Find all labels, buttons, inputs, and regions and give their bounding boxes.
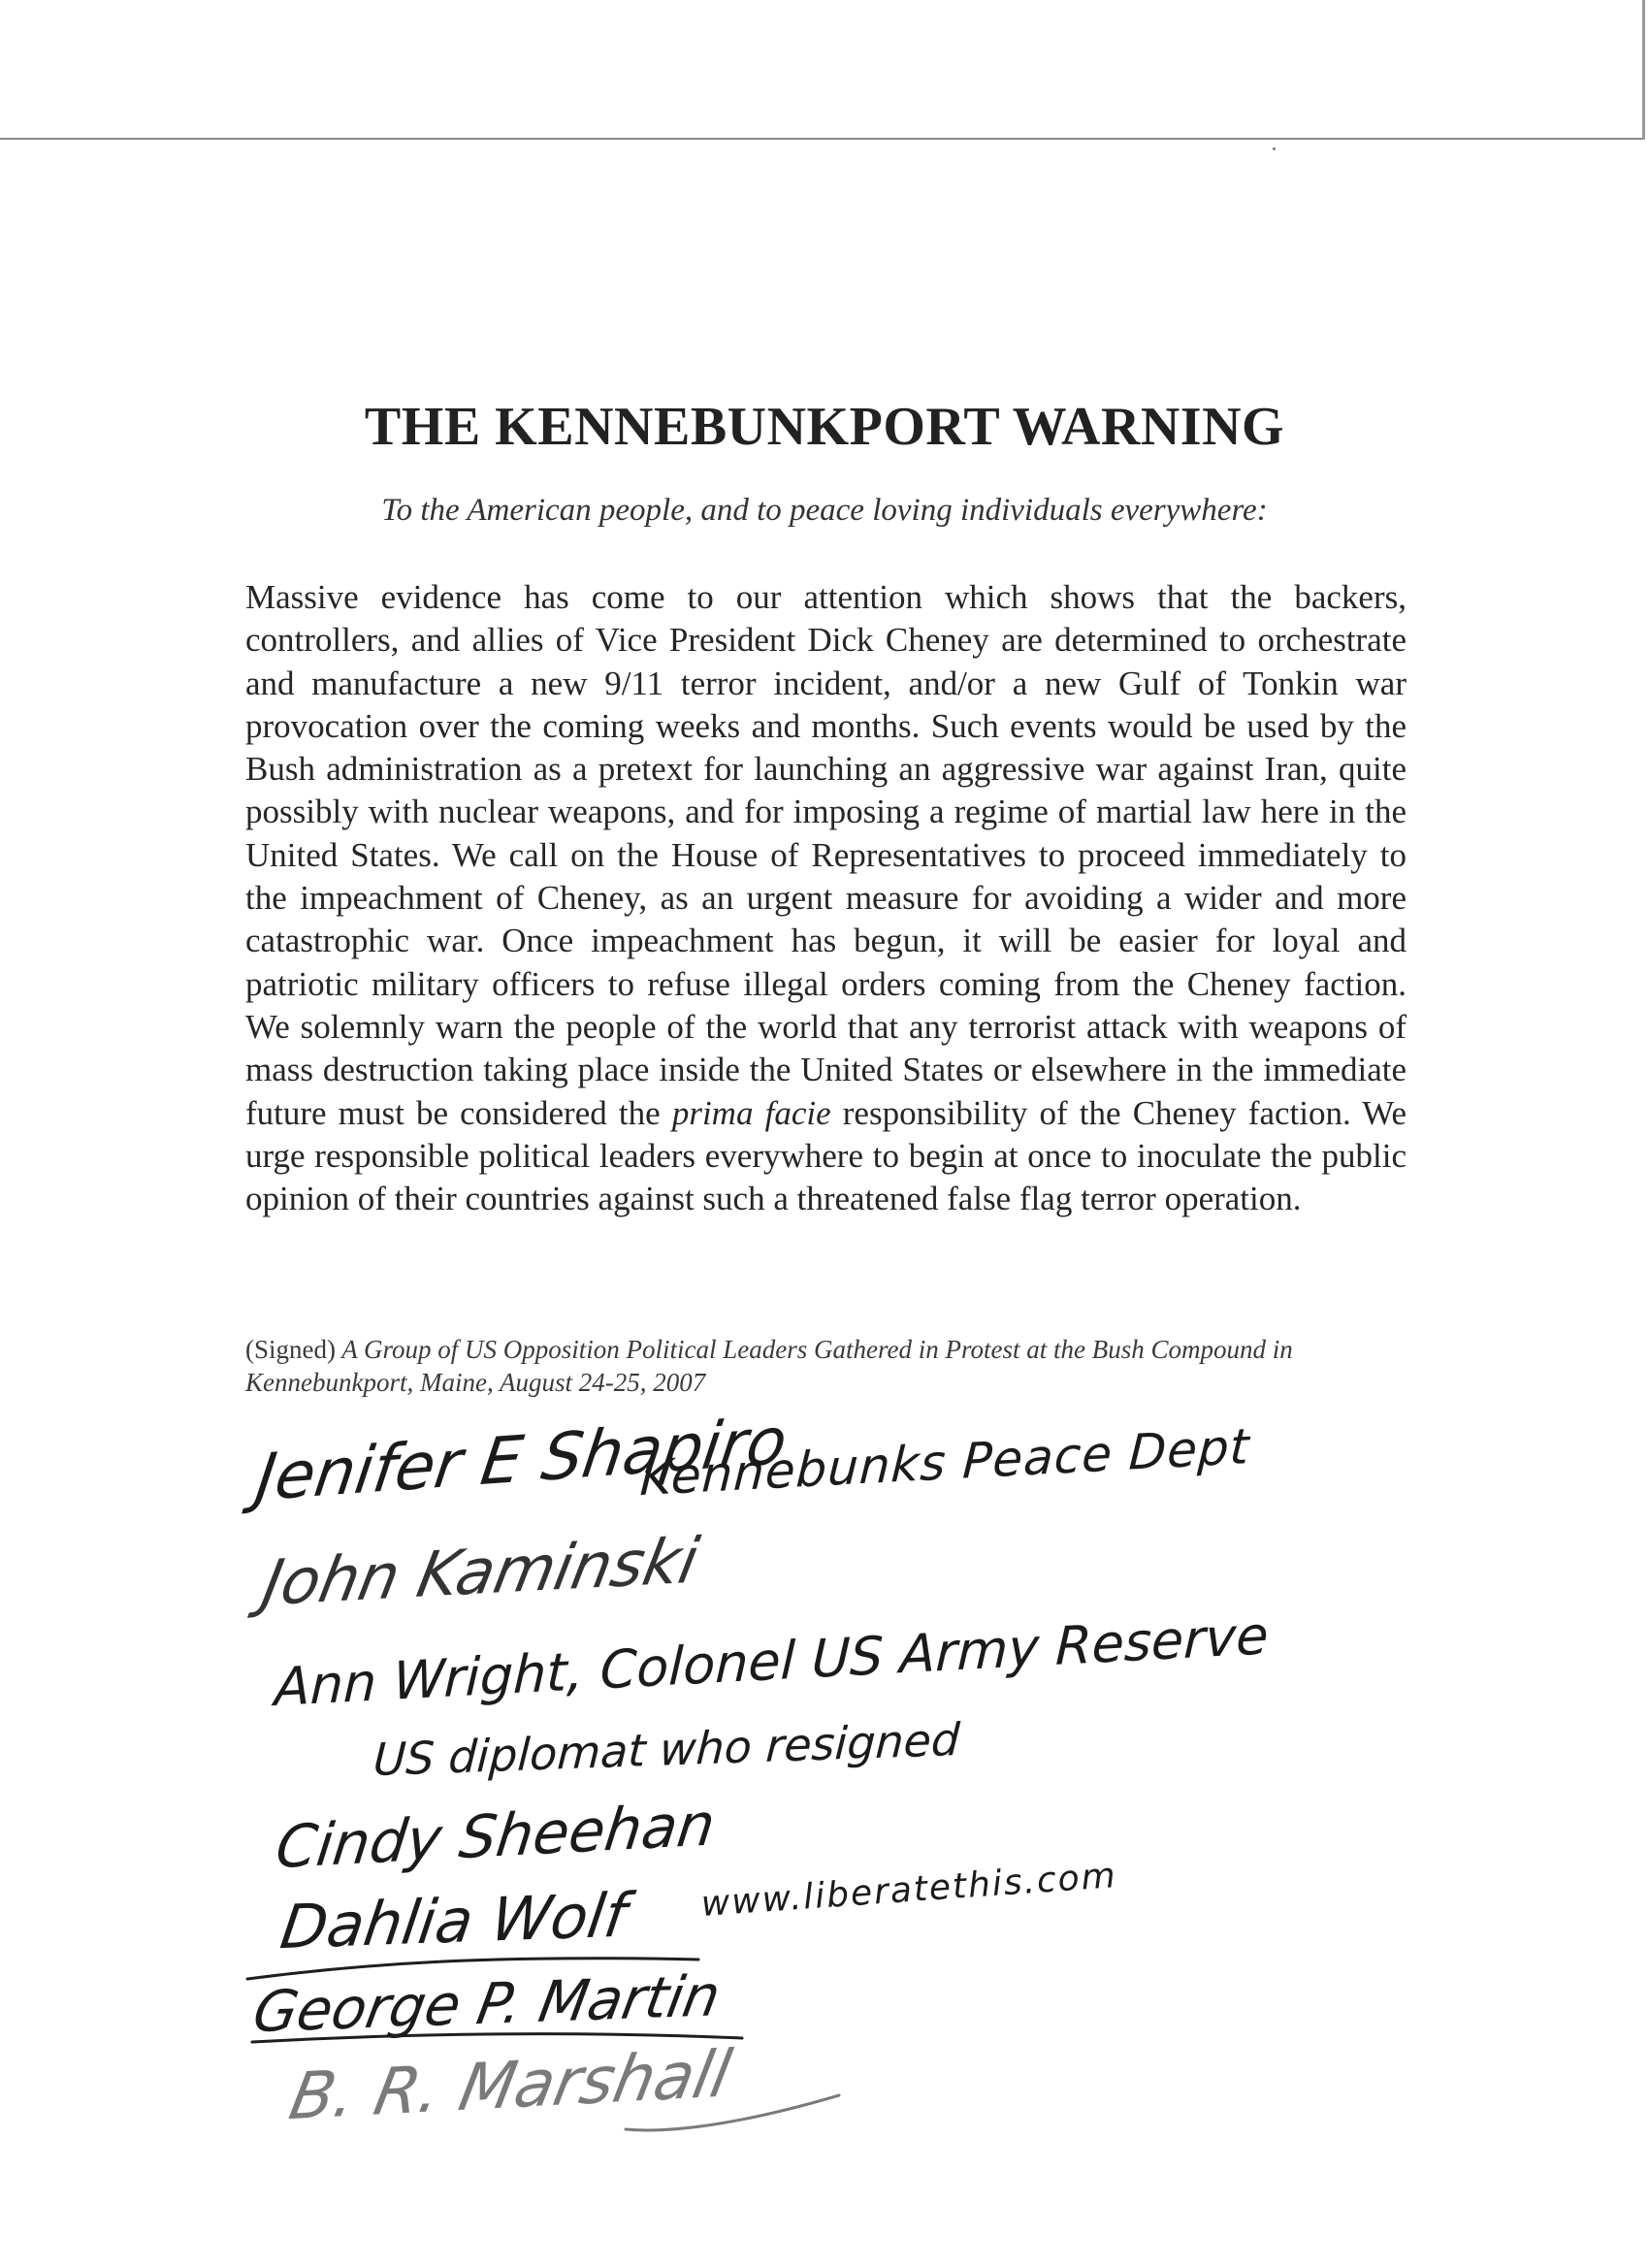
signature-cindy: Cindy Sheehan bbox=[272, 1791, 719, 1883]
signature-dahlia: Dahlia Wolf bbox=[275, 1879, 631, 1963]
body-text-end: responsibility of the Cheney faction. We urge responsible political leaders everywhere to begin at once to inoculate the public opinion of their countries against such a threatened false flag terror operation. bbox=[245, 1093, 1406, 1218]
signature-ann-line1: Ann Wright, Colonel US Army Reserve bbox=[273, 1604, 1270, 1719]
body-paragraph bbox=[245, 576, 1406, 1220]
signature-flourish-george bbox=[247, 2013, 752, 2071]
scan-fold-line bbox=[0, 138, 1643, 140]
body-italic-phrase: prima facie bbox=[671, 1093, 831, 1132]
body-text-start: Massive evidence has come to our attention which shows that the backers, controllers, and allies of Vice President Dick Cheney are determined to orchestrate and manufacture a new 9/11 terror incident, and/or a new Gulf of Tonkin war provocation over the coming weeks and months. Such events would be used by the Bush administration as a pretext for launching an aggressive war against Iran, quite possibly with nuclear weapons, and for imposing a regime of martial law here in the United States. We call on the House of Representatives to proceed immediately to the impeachment of Cheney, as an urgent measure for avoiding a wider and more catastrophic war. Once impeachment has begun, it will be easier for loyal and patriotic military officers to refuse illegal orders coming from the Cheney faction. We solemnly warn the people of the world that any terrorist attack with weapons of mass destruction taking place inside the United States or elsewhere in the immediate future must be considered the bbox=[245, 578, 1406, 1132]
signature-jenifer: Jenifer E Shapiro bbox=[251, 1403, 792, 1516]
scan-speck bbox=[1273, 147, 1276, 150]
signature-john: John Kaminski bbox=[256, 1525, 704, 1621]
page-title: THE KENNEBUNKPORT WARNING bbox=[364, 397, 1285, 457]
scan-edge-line bbox=[1642, 0, 1645, 140]
signature-george: George P. Martin bbox=[247, 1962, 726, 2046]
signature-flourish-marshall bbox=[621, 2076, 844, 2144]
signature-marshall: B. R. Marshall bbox=[283, 2035, 737, 2135]
address-line: To the American people, and to peace loving individuals everywhere: bbox=[381, 493, 1268, 528]
signature-website: www.liberatethis.com bbox=[699, 1856, 1119, 1925]
signature-flourish-dahlia bbox=[242, 1935, 708, 2003]
signature-ann-line2: US diplomat who resigned bbox=[372, 1712, 961, 1787]
signed-statement bbox=[245, 1333, 1409, 1399]
signed-label: (Signed) bbox=[245, 1335, 336, 1364]
signed-text: A Group of US Opposition Political Leaders Gathered in Protest at the Bush Compound in Kennebunkport, Maine, August 24-25, 2007 bbox=[245, 1335, 1293, 1397]
signature-peace-dept: Kennebunks Peace Dept bbox=[638, 1417, 1251, 1507]
